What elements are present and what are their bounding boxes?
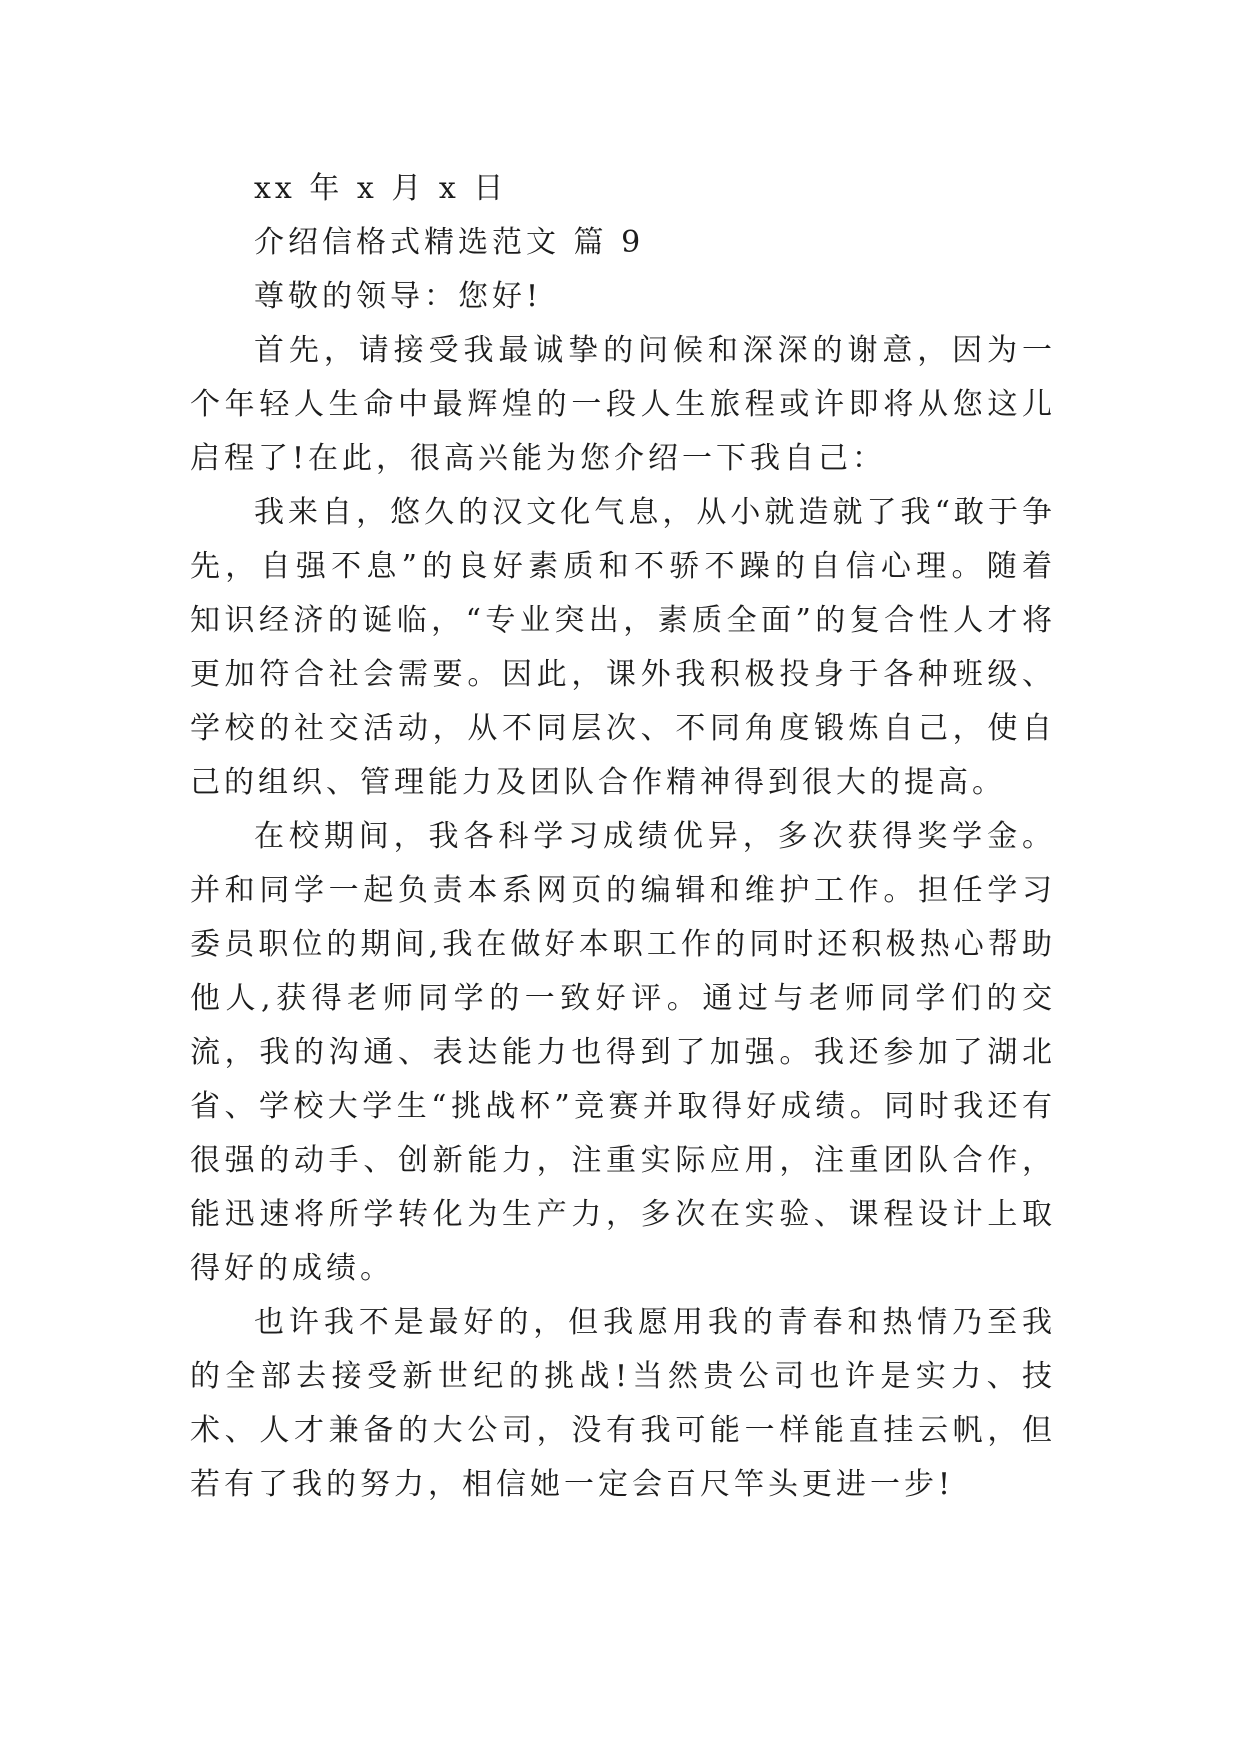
paragraph-closing: 也许我不是最好的，但我愿用我的青春和热情乃至我的全部去接受新世纪的挑战!当然贵公司也许是实力、技术、人才兼备的大公司，没有我可能一样能直挂云帆，但若有了我的努力，相信她一定会百尺竿头更进一步! (190, 1305, 1056, 1502)
date-line: xx 年 x 月 x 日 (254, 171, 508, 206)
salutation: 尊敬的领导：您好! (254, 279, 543, 314)
paragraph-intro: 首先，请接受我最诚挚的问候和深深的谢意，因为一个年轻人生命中最辉煌的一段人生旅程或许即将从您这儿启程了!在此，很高兴能为您介绍一下我自己： (190, 333, 1056, 476)
paragraph-school-experience: 在校期间，我各科学习成绩优异，多次获得奖学金。并和同学一起负责本系网页的编辑和维护工作。担任学习委员职位的期间,我在做好本职工作的同时还积极热心帮助他人,获得老师同学的一致好评。通过与老师同学们的交流，我的沟通、表达能力也得到了加强。我还参加了湖北省、学校大学生“挑战杯”竞赛并取得好成绩。同时我还有很强的动手、创新能力，注重实际应用，注重团队合作，能迅速将所学转化为生产力，多次在实验、课程设计上取得好的成绩。 (190, 819, 1056, 1286)
letter-heading: 介绍信格式精选范文 篇 9 (254, 225, 645, 260)
letter-body (190, 162, 1056, 1512)
paragraph-background: 我来自，悠久的汉文化气息，从小就造就了我“敢于争先，自强不息”的良好素质和不骄不躁的自信心理。随着知识经济的诞临，“专业突出，素质全面”的复合性人才将更加符合社会需要。因此，课外我积极投身于各种班级、学校的社交活动，从不同层次、不同角度锻炼自己，使自己的组织、管理能力及团队合作精神得到很大的提高。 (190, 495, 1056, 800)
